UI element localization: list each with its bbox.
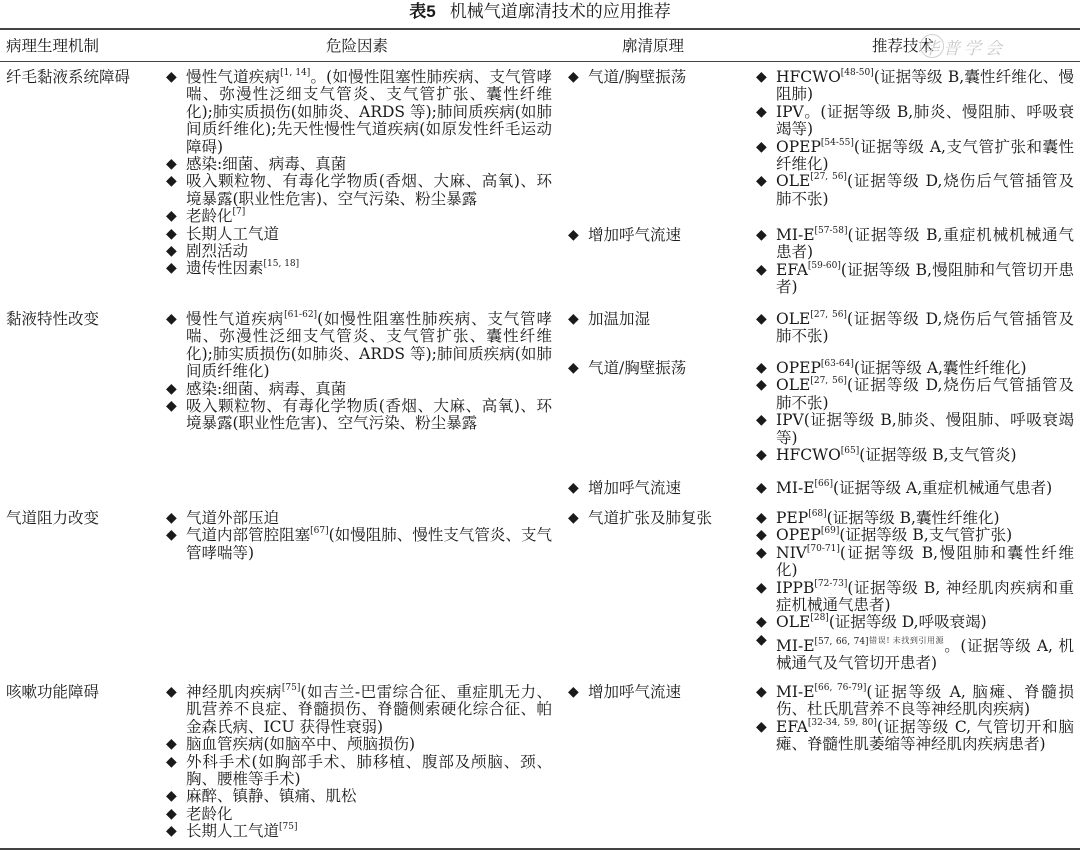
diamond-bullet-icon: ◆ [568,684,579,700]
list-item: ◆ 慢性气道疾病[1, 14]。(如慢性阻塞性肺疾病、支气管哮喘、弥漫性泛细支气管炎、支气管扩张、囊性纤维化);肺实质损伤(如肺炎、ARDS 等);肺间质疾病(如肺间质纤维化);先天性慢性气道疾病(如原发性纤毛运动障碍) [166,68,552,156]
diamond-bullet-icon: ◆ [166,753,177,770]
diamond-bullet-icon: ◆ [166,173,177,190]
principle-list [568,69,748,86]
technique-item: ◆ IPV。(证据等级 B,肺炎、慢阻肺、呼吸衰竭等) [756,102,1074,139]
header-technique: 推荐技术 [872,37,935,55]
diamond-bullet-icon: ◆ [166,684,177,700]
risk-factor-list [166,69,552,278]
list-item: ◆ 气道内部管腔阻塞[67](如慢阻肺、慢性支气管炎、支气管哮喘等) [166,526,552,562]
technique-item: ◆ NIV[70-71](证据等级 B,慢阻肺和囊性纤维化) [756,543,1074,580]
diamond-bullet-icon: ◆ [166,260,177,277]
diamond-bullet-icon: ◆ [166,823,177,840]
technique-item: ◆ MI-E[57-58](证据等级 B,重症机械机械通气患者) [756,226,1074,262]
diamond-bullet-icon: ◆ [756,311,767,327]
diamond-bullet-icon: ◆ [756,377,767,394]
technique-item: ◆ HFCWO[48-50](证据等级 B,囊性纤维化、慢阻肺) [756,68,1074,104]
diamond-bullet-icon: ◆ [756,510,767,526]
list-item: ◆ 吸入颗粒物、有毒化学物质(香烟、大麻、高氧)、环境暴露(职业性危害)、空气污染、粉尘暴露 [166,397,552,433]
technique-item: ◆ EFA[32-34, 59, 80](证据等级 C, 气管切开和脑瘫、脊髓性肌萎缩等神经肌肉疾病患者) [756,717,1074,754]
diamond-bullet-icon: ◆ [756,527,767,544]
principle-item: ◆ 增加呼气流速 [568,226,682,244]
technique-item: ◆ OPEP[63-64](证据等级 A,囊性纤维化) [756,359,1027,377]
principle-item: ◆ 气道扩张及肺复张 [568,509,713,527]
diamond-bullet-icon: ◆ [166,311,177,327]
diamond-bullet-icon: ◆ [756,360,767,376]
technique-item: ◆ OPEP[54-55](证据等级 A,支气管扩张和囊性纤维化) [756,137,1074,174]
technique-item: ◆ PEP[68](证据等级 B,囊性纤维化) [756,509,1000,527]
diamond-bullet-icon: ◆ [568,69,579,85]
technique-item: ◆ MI-E[66, 76-79](证据等级 A, 脑瘫、脊髓损伤、杜氏肌营养不良等神经肌肉疾病) [756,683,1074,719]
diamond-bullet-icon: ◆ [166,243,177,260]
citation-error-note: 错误! 未找到引用源 [868,635,945,645]
diamond-bullet-icon: ◆ [166,805,177,822]
risk-factor-list [166,510,552,562]
top-rule [0,28,1080,30]
diamond-bullet-icon: ◆ [756,261,767,278]
principle-list [568,311,748,328]
diamond-bullet-icon: ◆ [756,480,767,496]
header-rule [0,61,1080,62]
diamond-bullet-icon: ◆ [166,527,177,544]
risk-factor-list [166,684,552,841]
principle-item: ◆ 增加呼气流速 [568,479,682,497]
list-item: ◆ 遗传性因素[15, 18] [166,259,300,278]
diamond-bullet-icon: ◆ [166,208,177,225]
diamond-bullet-icon: ◆ [166,69,177,85]
principle-list [568,684,748,701]
list-item: ◆ 长期人工气道 [166,224,280,243]
diamond-bullet-icon: ◆ [756,684,767,700]
list-item: ◆ 感染:细菌、病毒、真菌 [166,379,347,398]
principle-list [568,510,748,527]
diamond-bullet-icon: ◆ [166,398,177,415]
list-item: ◆ 老龄化[7] [166,207,246,226]
diamond-bullet-icon: ◆ [568,311,579,327]
diamond-bullet-icon: ◆ [166,510,177,526]
list-item: ◆ 气道外部压迫 [166,509,280,527]
technique-item: ◆ OLE[27, 56](证据等级 D,烧伤后气管插管及肺不张) [756,376,1074,412]
technique-item: ◆ EFA[59-60](证据等级 B,慢阻肺和气管切开患者) [756,260,1074,297]
diamond-bullet-icon: ◆ [756,138,767,155]
diamond-bullet-icon: ◆ [756,579,767,596]
list-item: ◆ 慢性气道疾病[61-62](如慢性阻塞性肺疾病、支气管哮喘、弥漫性泛细支气管炎、支气管扩张、囊性纤维化);肺实质损伤(如肺炎、ARDS 等);肺间质疾病(如肺间质纤维化) [166,310,552,381]
principle-list [568,227,748,244]
principle-list [568,480,748,497]
technique-item: ◆ IPPB[72-73](证据等级 B, 神经肌肉疾病和重症机械通气患者) [756,578,1074,615]
technique-list [756,480,1074,497]
list-item: ◆ 长期人工气道[75] [166,822,298,841]
mechanism-cell: 纤毛黏液系统障碍 [6,68,131,86]
list-item: ◆ 脑血管疾病(如脑卒中、颅脑损伤) [166,735,416,754]
diamond-bullet-icon: ◆ [166,736,177,753]
technique-list [756,311,1074,346]
diamond-bullet-icon: ◆ [568,510,579,526]
list-item: ◆ 麻醉、镇静、镇痛、肌松 [166,787,357,806]
diamond-bullet-icon: ◆ [166,156,177,173]
diamond-bullet-icon: ◆ [166,788,177,805]
table-label: 表5 [409,2,436,21]
principle-item: ◆ 增加呼气流速 [568,683,682,701]
technique-list [756,69,1074,208]
technique-item: ◆ OLE[27, 56](证据等级 D,烧伤后气管插管及肺不张) [756,172,1074,208]
header-risk-factors: 危险因素 [326,37,389,55]
diamond-bullet-icon: ◆ [756,173,767,190]
diamond-bullet-icon: ◆ [166,225,177,242]
technique-item: ◆ $MI-E^{[57, 66, 74]错误! 未找到引用源}$。(证据等级 A, 机械通气及气管切开患者) [756,631,1074,673]
technique-item: ◆ HFCWO[65](证据等级 B,支气管炎) [756,446,1017,465]
header-mechanism: 病理生理机制 [6,37,100,55]
technique-list [756,510,1074,673]
principle-list [568,360,748,377]
technique-item: ◆ OLE[27, 56](证据等级 D,烧伤后气管插管及肺不张) [756,310,1074,346]
diamond-bullet-icon: ◆ [568,360,579,376]
diamond-bullet-icon: ◆ [756,69,767,85]
diamond-bullet-icon: ◆ [166,380,177,397]
list-item: ◆ 神经肌肉疾病[75](如吉兰-巴雷综合征、重症肌无力、肌营养不良症、脊髓损伤、脊髓侧索硬化综合征、帕金森氏病、ICU 获得性衰弱) [166,683,552,736]
diamond-bullet-icon: ◆ [756,103,767,120]
technique-item: ◆ OPEP[69](证据等级 B,支气管扩张) [756,526,1013,545]
list-item: ◆ 外科手术(如胸部手术、肺移植、腹部及颅脑、颈、胸、腰椎等手术) [166,752,552,789]
risk-factor-list [166,311,552,433]
technique-item: ◆ OLE[28](证据等级 D,呼吸衰竭) [756,613,987,632]
diamond-bullet-icon: ◆ [756,544,767,561]
diamond-bullet-icon: ◆ [568,480,579,496]
mechanism-cell: 咳嗽功能障碍 [6,683,100,701]
mechanism-cell: 黏液特性改变 [6,310,100,328]
bottom-rule [0,848,1080,850]
diamond-bullet-icon: ◆ [568,227,579,243]
diamond-bullet-icon: ◆ [756,718,767,735]
table-caption [0,2,1080,22]
list-item: ◆ 老龄化 [166,804,233,823]
principle-item: ◆ 气道/胸壁振荡 [568,359,687,377]
diamond-bullet-icon: ◆ [756,447,767,464]
technique-list [756,684,1074,754]
diamond-bullet-icon: ◆ [756,631,767,648]
table-title: 机械气道廓清技术的应用推荐 [449,2,671,22]
technique-item: ◆ MI-E[66](证据等级 A,重症机械通气患者) [756,479,1053,497]
diamond-bullet-icon: ◆ [756,412,767,429]
diamond-bullet-icon: ◆ [756,614,767,631]
list-item: ◆ 剧烈活动 [166,242,249,261]
technique-list [756,227,1074,297]
list-item: ◆ 吸入颗粒物、有毒化学物质(香烟、大麻、高氧)、环境暴露(职业性危害)、空气污染、粉尘暴露 [166,172,552,208]
principle-item: ◆ 气道/胸壁振荡 [568,68,687,86]
principle-item: ◆ 加温加湿 [568,310,651,328]
watermark: 华普学会 [922,39,1006,59]
list-item: ◆ 感染:细菌、病毒、真菌 [166,155,347,174]
mechanism-cell: 气道阻力改变 [6,509,100,527]
technique-item: ◆ IPV(证据等级 B,肺炎、慢阻肺、呼吸衰竭等) [756,411,1074,447]
diamond-bullet-icon: ◆ [756,227,767,243]
header-principle: 廓清原理 [622,37,685,55]
technique-list [756,360,1074,464]
